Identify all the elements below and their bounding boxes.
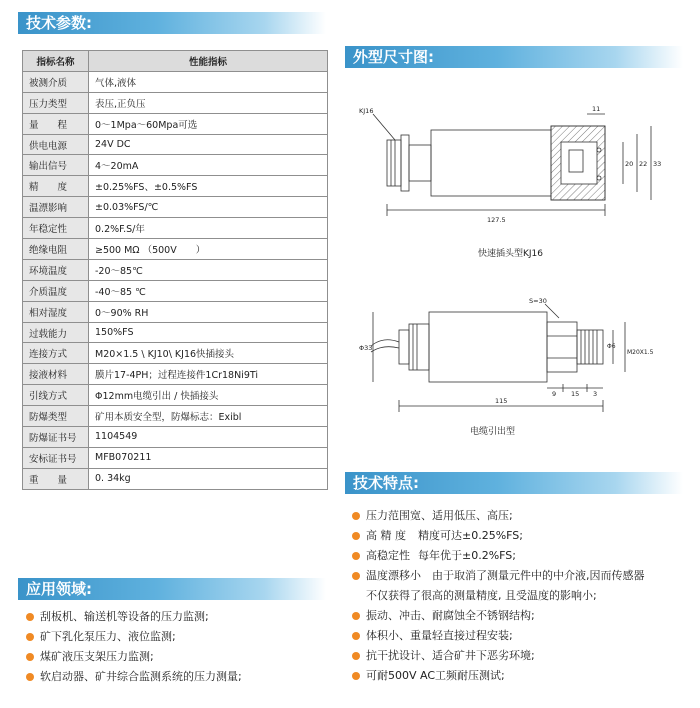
row-value: 0.2%F.S/年 (89, 218, 328, 239)
list-item (24, 627, 242, 647)
row-key: 引线方式 (23, 385, 89, 406)
row-value: 0～1Mpa～60Mpa可选 (89, 113, 328, 134)
dim-20: 20 (625, 160, 634, 168)
dim-thread: M20X1.5 (627, 349, 654, 356)
dim-9: 9 (552, 390, 557, 398)
row-key: 绝缘电阻 (23, 239, 89, 260)
row-key: 输出信号 (23, 155, 89, 176)
row-key: 介质温度 (23, 280, 89, 301)
applications-heading: 应用领域: (18, 578, 326, 600)
bullet-icon (352, 652, 360, 660)
row-value: ±0.03%FS/℃ (89, 197, 328, 218)
dim-22: 22 (639, 160, 648, 168)
table-row (23, 301, 328, 322)
row-value: 表压,正负压 (89, 92, 328, 113)
table-row (23, 427, 328, 448)
cable-dimension-drawing (355, 296, 675, 414)
row-key: 环境温度 (23, 259, 89, 280)
feature-text: 压力范围宽、适用低压、高压; (366, 509, 513, 522)
dimensions-heading: 外型尺寸图: (345, 46, 683, 68)
row-value: Φ12mm电缆引出 / 快插接头 (89, 385, 328, 406)
list-item (350, 566, 645, 606)
bullet-icon (352, 512, 360, 520)
tech-params-heading: 技术参数: (18, 12, 326, 34)
list-item (350, 506, 645, 526)
table-row (23, 197, 328, 218)
bullet-icon (352, 672, 360, 680)
row-value: 0～90% RH (89, 301, 328, 322)
list-item (350, 646, 645, 666)
table-row (23, 155, 328, 176)
application-text: 软启动器、矿井综合监测系统的压力测量; (40, 670, 242, 683)
features-heading: 技术特点: (345, 472, 683, 494)
dim-33: 33 (653, 160, 662, 168)
feature-value: 每年优于±0.2%FS; (418, 549, 516, 562)
feature-value: 由于取消了测量元件中的中介液,因而传感器 (432, 569, 645, 582)
bullet-icon (352, 632, 360, 640)
table-row (23, 92, 328, 113)
bullet-icon (352, 532, 360, 540)
dim-total-2: 115 (495, 397, 508, 405)
header-value: 性能指标 (89, 51, 328, 72)
table-header-row (23, 51, 328, 72)
list-item (24, 647, 242, 667)
row-value: -40～85 ℃ (89, 280, 328, 301)
feature-label: 温度漂移小 (366, 569, 421, 582)
table-row (23, 113, 328, 134)
feature-value: 精度可达±0.25%FS; (418, 529, 523, 542)
row-key: 连接方式 (23, 343, 89, 364)
feature-text: 抗干扰设计、适合矿井下恶劣环境; (366, 649, 535, 662)
kj16-dimension-drawing (355, 100, 675, 230)
table-row (23, 176, 328, 197)
row-value: 气体,液体 (89, 71, 328, 92)
feature-text: 振动、冲击、耐腐蚀全不锈钢结构; (366, 609, 535, 622)
dim-top: 11 (592, 105, 601, 113)
table-row (23, 259, 328, 280)
dim-dia: Φ33 (359, 344, 373, 352)
application-text: 刮板机、输送机等设备的压力监测; (40, 610, 209, 623)
table-row (23, 71, 328, 92)
bullet-icon (26, 613, 34, 621)
bullet-icon (26, 633, 34, 641)
row-value: 膜片17-4PH；过程连接件1Cr18Ni9Ti (89, 364, 328, 385)
list-item (350, 666, 645, 686)
row-value: 24V DC (89, 134, 328, 155)
table-row (23, 239, 328, 260)
feature-text: 体积小、重量轻直接过程安装; (366, 629, 513, 642)
row-value: 150%FS (89, 322, 328, 343)
table-row (23, 468, 328, 489)
feature-text: 可耐500V AC工频耐压测试; (366, 669, 505, 682)
list-item (350, 606, 645, 626)
row-value: -20～85℃ (89, 259, 328, 280)
row-key: 接液材料 (23, 364, 89, 385)
features-list (350, 506, 645, 686)
dim-15: 15 (571, 390, 580, 398)
row-key: 供电电源 (23, 134, 89, 155)
caption-cable: 电缆引出型 (470, 427, 516, 437)
row-value: ±0.25%FS、±0.5%FS (89, 176, 328, 197)
list-item (350, 546, 645, 566)
bullet-icon (26, 673, 34, 681)
row-value: M20×1.5 \ KJ10\ KJ16快插接头 (89, 343, 328, 364)
feature-continuation: 不仅获得了很高的测量精度, 且受温度的影响小; (366, 589, 597, 602)
feature-label: 高 精 度 (366, 529, 406, 542)
bullet-icon (352, 612, 360, 620)
list-item (350, 526, 645, 546)
dim-s30: S=30 (529, 297, 547, 305)
list-item (350, 626, 645, 646)
label-kj16: KJ16 (359, 107, 374, 115)
row-value: ≥500 MΩ （500V ） (89, 239, 328, 260)
table-row (23, 385, 328, 406)
row-key: 相对湿度 (23, 301, 89, 322)
table-row (23, 364, 328, 385)
caption-kj16: 快速插头型KJ16 (478, 249, 544, 259)
spec-table (22, 50, 328, 490)
row-key: 过载能力 (23, 322, 89, 343)
table-row (23, 134, 328, 155)
header-name: 指标名称 (23, 51, 89, 72)
row-key: 防爆证书号 (23, 427, 89, 448)
row-key: 防爆类型 (23, 406, 89, 427)
row-key: 精 度 (23, 176, 89, 197)
bullet-icon (352, 572, 360, 580)
dim-3: 3 (593, 390, 598, 398)
row-key: 重 量 (23, 468, 89, 489)
row-key: 压力类型 (23, 92, 89, 113)
row-value: 0. 34kg (89, 468, 328, 489)
dim-total: 127.5 (487, 216, 506, 224)
row-key: 年稳定性 (23, 218, 89, 239)
table-row (23, 218, 328, 239)
table-row (23, 322, 328, 343)
applications-list (24, 607, 242, 687)
application-text: 矿下乳化泵压力、液位监测; (40, 630, 176, 643)
dim-6: Φ6 (607, 343, 616, 350)
table-row (23, 343, 328, 364)
bullet-icon (352, 552, 360, 560)
table-row (23, 406, 328, 427)
bullet-icon (26, 653, 34, 661)
application-text: 煤矿液压支架压力监测; (40, 650, 154, 663)
list-item (24, 667, 242, 687)
table-row (23, 447, 328, 468)
row-value: 4～20mA (89, 155, 328, 176)
feature-label: 高稳定性 (366, 549, 410, 562)
row-value: MFB070211 (89, 447, 328, 468)
row-key: 被测介质 (23, 71, 89, 92)
row-key: 安标证书号 (23, 447, 89, 468)
row-value: 矿用本质安全型，防爆标志：Exibl (89, 406, 328, 427)
row-key: 量 程 (23, 113, 89, 134)
table-row (23, 280, 328, 301)
list-item (24, 607, 242, 627)
row-key: 温漂影响 (23, 197, 89, 218)
row-value: 1104549 (89, 427, 328, 448)
